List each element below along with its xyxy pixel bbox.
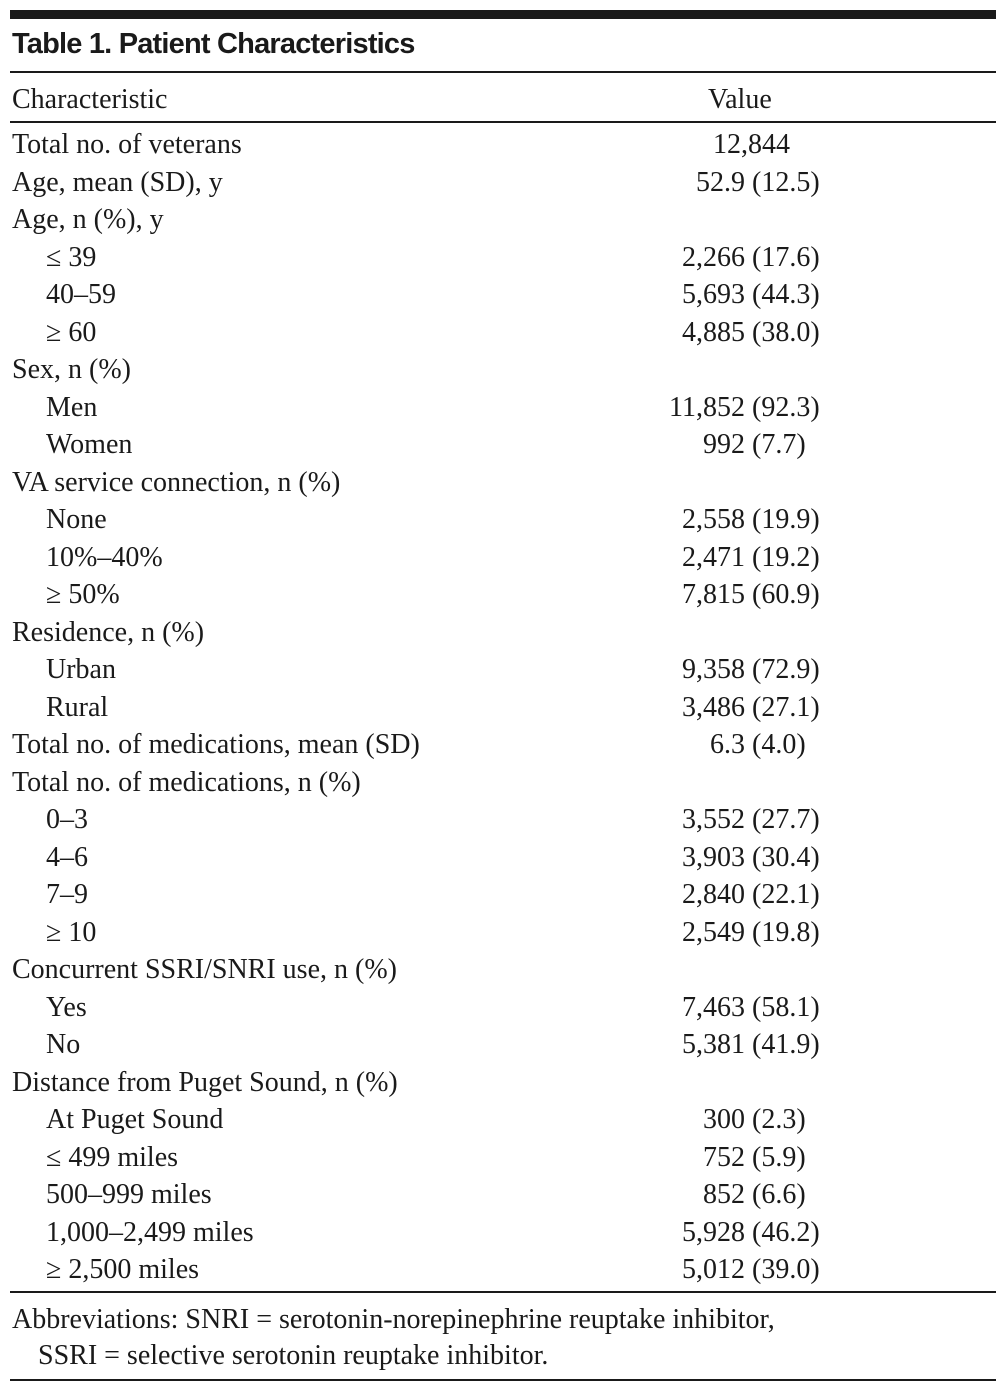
row-label: 1,000–2,499 miles xyxy=(46,1216,254,1248)
row-value-n: 3,486 xyxy=(682,691,745,723)
table-row xyxy=(0,576,1006,614)
row-value-pct: (12.5) xyxy=(752,166,820,198)
row-value-pct: (2.3) xyxy=(752,1104,806,1135)
row-label: No xyxy=(46,1029,81,1060)
row-label: None xyxy=(46,504,107,535)
row-value-n: 2,266 xyxy=(682,241,745,273)
table-row xyxy=(0,389,1006,427)
row-value-n: 5,693 xyxy=(682,279,745,310)
table-body xyxy=(0,126,1006,1289)
row-value-pct: (44.3) xyxy=(752,279,820,310)
table-row xyxy=(0,164,1006,202)
row-label: Age, n (%), y xyxy=(12,204,164,235)
table-row xyxy=(0,876,1006,914)
footnote-line-2: SSRI = selective serotonin reuptake inhibitor. xyxy=(38,1340,549,1371)
table-row xyxy=(0,951,1006,989)
row-value-n: 9,358 xyxy=(682,654,745,685)
header-rule xyxy=(10,121,996,123)
row-label: 10%–40% xyxy=(46,541,163,573)
row-label: Yes xyxy=(46,991,87,1023)
row-value-n: 2,840 xyxy=(682,879,745,910)
row-value-n: 7,463 xyxy=(682,991,745,1023)
row-value-pct: (5.9) xyxy=(752,1141,806,1173)
row-value-n: 11,852 xyxy=(669,391,745,423)
row-value-n: 752 xyxy=(703,1141,745,1173)
row-value-pct: (39.0) xyxy=(752,1254,820,1285)
row-value-pct: (19.2) xyxy=(752,541,820,573)
row-label: VA service connection, n (%) xyxy=(12,466,341,498)
row-value-pct: (58.1) xyxy=(752,991,820,1023)
row-value-n: 5,012 xyxy=(682,1254,745,1285)
row-label: Distance from Puget Sound, n (%) xyxy=(12,1066,398,1098)
row-label: Sex, n (%) xyxy=(12,354,131,385)
table-row xyxy=(0,1026,1006,1064)
row-value-pct: (6.6) xyxy=(752,1179,806,1210)
row-value-n: 5,928 xyxy=(682,1216,745,1248)
table-row xyxy=(0,1064,1006,1102)
row-value-n: 852 xyxy=(703,1179,745,1210)
table-row xyxy=(0,539,1006,577)
table-row xyxy=(0,989,1006,1027)
row-value-pct: (72.9) xyxy=(752,654,820,685)
header-characteristic: Characteristic xyxy=(12,84,168,115)
row-label: Age, mean (SD), y xyxy=(12,166,223,198)
row-value-n: 2,471 xyxy=(682,541,745,573)
row-label: Total no. of veterans xyxy=(12,129,242,160)
table-row xyxy=(0,614,1006,652)
row-label: Men xyxy=(46,391,98,423)
row-label: ≥ 2,500 miles xyxy=(46,1254,200,1285)
row-label: Women xyxy=(46,429,133,460)
row-label: 40–59 xyxy=(46,279,116,310)
row-value-n: 3,903 xyxy=(682,841,745,873)
row-label: ≤ 39 xyxy=(46,241,97,273)
row-label: Concurrent SSRI/SNRI use, n (%) xyxy=(12,954,397,985)
top-rule xyxy=(10,10,996,19)
table-row xyxy=(0,1214,1006,1252)
row-value-n: 12,844 xyxy=(713,129,790,160)
table-row xyxy=(0,1139,1006,1177)
row-label: ≤ 499 miles xyxy=(46,1141,179,1173)
table-row xyxy=(0,239,1006,277)
table-row xyxy=(0,689,1006,727)
row-value-pct: (27.7) xyxy=(752,804,820,835)
row-value-pct: (60.9) xyxy=(752,579,820,610)
row-value-pct: (46.2) xyxy=(752,1216,820,1248)
row-value-n: 300 xyxy=(703,1104,745,1135)
table-row xyxy=(0,276,1006,314)
row-value-pct: (92.3) xyxy=(752,391,820,423)
row-label: 0–3 xyxy=(46,804,88,835)
row-value-pct: (41.9) xyxy=(752,1029,820,1060)
table-row xyxy=(0,1251,1006,1289)
row-value-pct: (27.1) xyxy=(752,691,820,723)
table-row xyxy=(0,501,1006,539)
table-row xyxy=(0,314,1006,352)
row-value-pct: (22.1) xyxy=(752,879,820,910)
row-label: Total no. of medications, n (%) xyxy=(12,766,361,798)
row-value-n: 3,552 xyxy=(682,804,745,835)
row-label: 500–999 miles xyxy=(46,1179,212,1210)
row-value-pct: (19.9) xyxy=(752,504,820,535)
footnote-line-1: Abbreviations: SNRI = serotonin-norepinephrine reuptake inhibitor, xyxy=(12,1304,775,1335)
row-value-pct: (30.4) xyxy=(752,841,820,873)
row-label: Total no. of medications, mean (SD) xyxy=(12,729,420,760)
row-value-n: 7,815 xyxy=(682,579,745,610)
table-row xyxy=(0,464,1006,502)
row-value-n: 52.9 xyxy=(696,166,745,198)
row-value-n: 2,549 xyxy=(682,916,745,948)
row-label: Residence, n (%) xyxy=(12,616,205,648)
table-row xyxy=(0,126,1006,164)
row-label: Urban xyxy=(46,654,116,685)
table-row xyxy=(0,1176,1006,1214)
row-value-pct: (19.8) xyxy=(752,916,820,948)
table-row xyxy=(0,351,1006,389)
row-label: Rural xyxy=(46,691,109,723)
table-row xyxy=(0,651,1006,689)
table-row xyxy=(0,426,1006,464)
row-label: 4–6 xyxy=(46,841,88,873)
row-value-pct: (38.0) xyxy=(752,316,820,348)
row-value-n: 6.3 xyxy=(710,729,745,760)
row-value-n: 992 xyxy=(703,429,745,460)
table-row xyxy=(0,801,1006,839)
header-value: Value xyxy=(708,84,772,115)
body-rule xyxy=(10,1291,996,1293)
table-title: Table 1. Patient Characteristics xyxy=(12,28,415,60)
table-row xyxy=(0,726,1006,764)
table-row xyxy=(0,764,1006,802)
row-value-n: 5,381 xyxy=(682,1029,745,1060)
table-row xyxy=(0,914,1006,952)
row-value-n: 4,885 xyxy=(682,316,745,348)
table-row xyxy=(0,839,1006,877)
title-rule xyxy=(10,71,996,73)
row-value-pct: (4.0) xyxy=(752,729,806,760)
row-value-pct: (17.6) xyxy=(752,241,820,273)
table-row xyxy=(0,1101,1006,1139)
row-value-pct: (7.7) xyxy=(752,429,806,460)
table-row xyxy=(0,201,1006,239)
row-label: ≥ 60 xyxy=(46,316,97,348)
row-label: 7–9 xyxy=(46,879,88,910)
row-value-n: 2,558 xyxy=(682,504,745,535)
row-label: ≥ 10 xyxy=(46,916,97,948)
row-label: ≥ 50% xyxy=(46,579,120,610)
row-label: At Puget Sound xyxy=(46,1104,224,1135)
bottom-rule xyxy=(10,1379,996,1381)
